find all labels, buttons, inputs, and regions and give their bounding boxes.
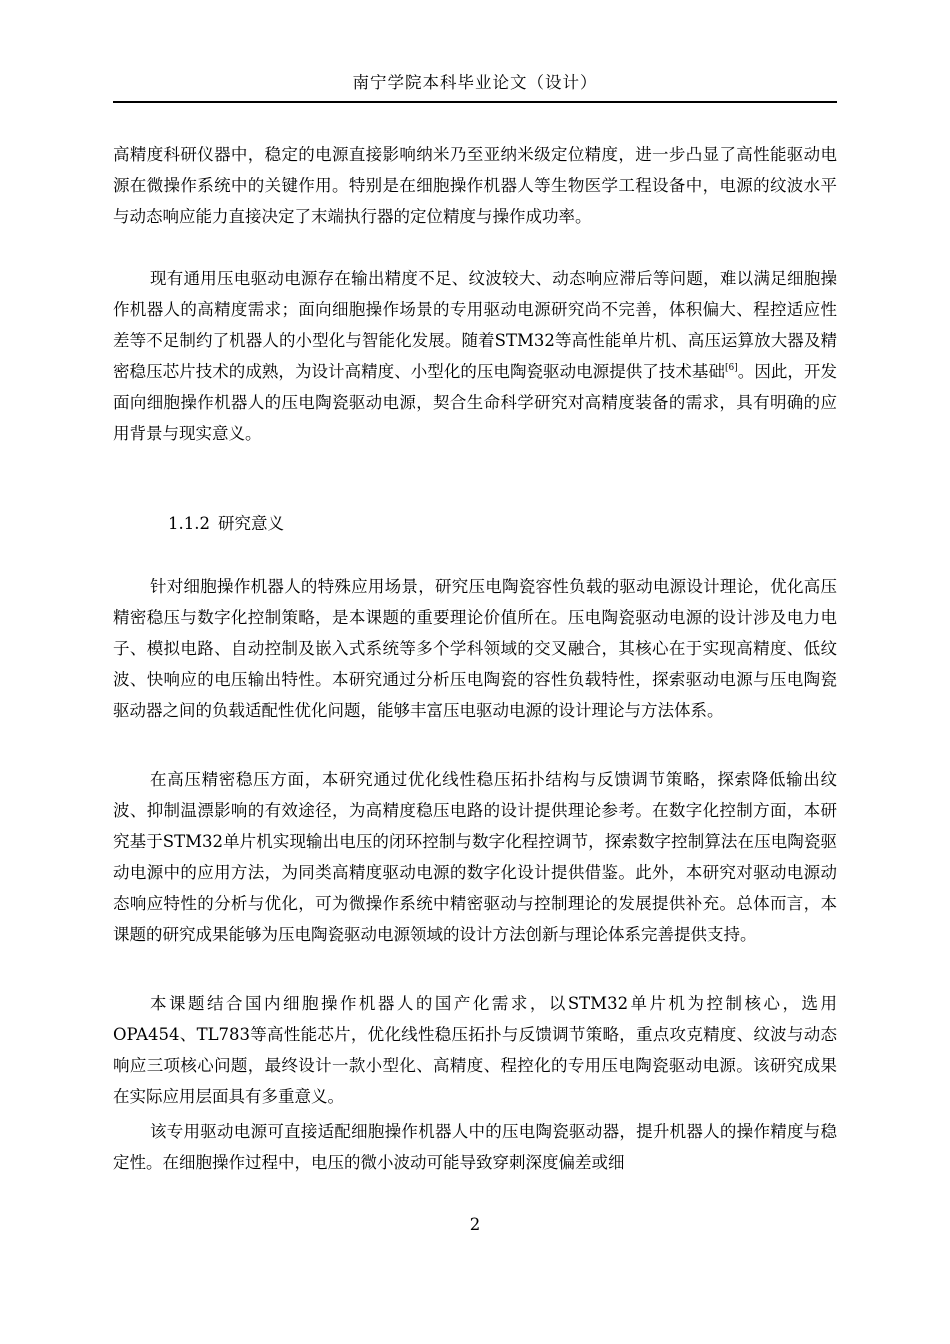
paragraph-text: 现有通用压电驱动电源存在输出精度不足、纹波较大、动态响应滞后等问题，难以满足细胞操作机器人的高精度需求；面向细胞操作场景的专用驱动电源研究尚不完善，体积偏大、程控适应性差等不足制约了机器人的小型化与智能化发展。随着STM32等高性能单片机、高压运算放大器及精密稳压芯片技术的成熟，为设计高精度、小型化的压电陶瓷驱动电源提供了技术基础: [113, 269, 837, 381]
citation-ref: [6]: [725, 363, 738, 373]
page-number: 2: [469, 1215, 481, 1234]
paragraph-significance-application: 本课题结合国内细胞操作机器人的国产化需求，以STM32单片机为控制核心，选用OPA454、TL783等高性能芯片，优化线性稳压拓扑与反馈调节策略，重点攻克精度、纹波与动态响应三项核心问题，最终设计一款小型化、高精度、程控化的专用压电陶瓷驱动电源。该研究成果在实际应用层面具有多重意义。: [113, 994, 837, 1106]
section-number: 1.1.2: [168, 514, 210, 533]
paragraph-significance-method: 在高压精密稳压方面，本研究通过优化线性稳压拓扑结构与反馈调节策略，探索降低输出纹波、抑制温漂影响的有效途径，为高精度稳压电路的设计提供理论参考。在数字化控制方面，本研究基于STM32单片机实现输出电压的闭环控制与数字化程控调节，探索数字控制算法在压电陶瓷驱动电源中的应用方法，为同类高精度驱动电源的数字化设计提供借鉴。此外，本研究对驱动电源动态响应特性的分析与优化，可为微操作系统中精密驱动与控制理论的发展提供补充。总体而言，本课题的研究成果能够为压电陶瓷驱动电源领域的设计方法创新与理论体系完善提供支持。: [113, 770, 837, 944]
paragraph-continued: 高精度科研仪器中，稳定的电源直接影响纳米乃至亚纳米级定位精度，进一步凸显了高性能驱动电源在微操作系统中的关键作用。特别是在细胞操作机器人等生物医学工程设备中，电源的纹波水平与动态响应能力直接决定了末端执行器的定位精度与操作成功率。: [113, 145, 837, 226]
section-title: 研究意义: [217, 514, 284, 533]
paragraph-text: 。因此，开发面向细胞操作机器人的压电陶瓷驱动电源，契合生命科学研究对高精度装备的需求，具有明确的应用背景与现实意义。: [113, 362, 838, 443]
header-divider: [113, 101, 837, 103]
section-heading: [168, 511, 284, 537]
paragraph-significance-practice: 该专用驱动电源可直接适配细胞操作机器人中的压电陶瓷驱动器，提升机器人的操作精度与稳定性。在细胞操作过程中，电压的微小波动可能导致穿刺深度偏差或细: [113, 1122, 837, 1172]
paragraph-background: [113, 263, 837, 449]
page-header-title: 南宁学院本科毕业论文（设计）: [352, 73, 598, 92]
paragraph-significance-theory: 针对细胞操作机器人的特殊应用场景，研究压电陶瓷容性负载的驱动电源设计理论，优化高压精密稳压与数字化控制策略，是本课题的重要理论价值所在。压电陶瓷驱动电源的设计涉及电力电子、模拟电路、自动控制及嵌入式系统等多个学科领域的交叉融合，其核心在于实现高精度、低纹波、快响应的电压输出特性。本研究通过分析压电陶瓷的容性负载特性，探索驱动电源与压电陶瓷驱动器之间的负载适配性优化问题，能够丰富压电驱动电源的设计理论与方法体系。: [113, 577, 837, 720]
